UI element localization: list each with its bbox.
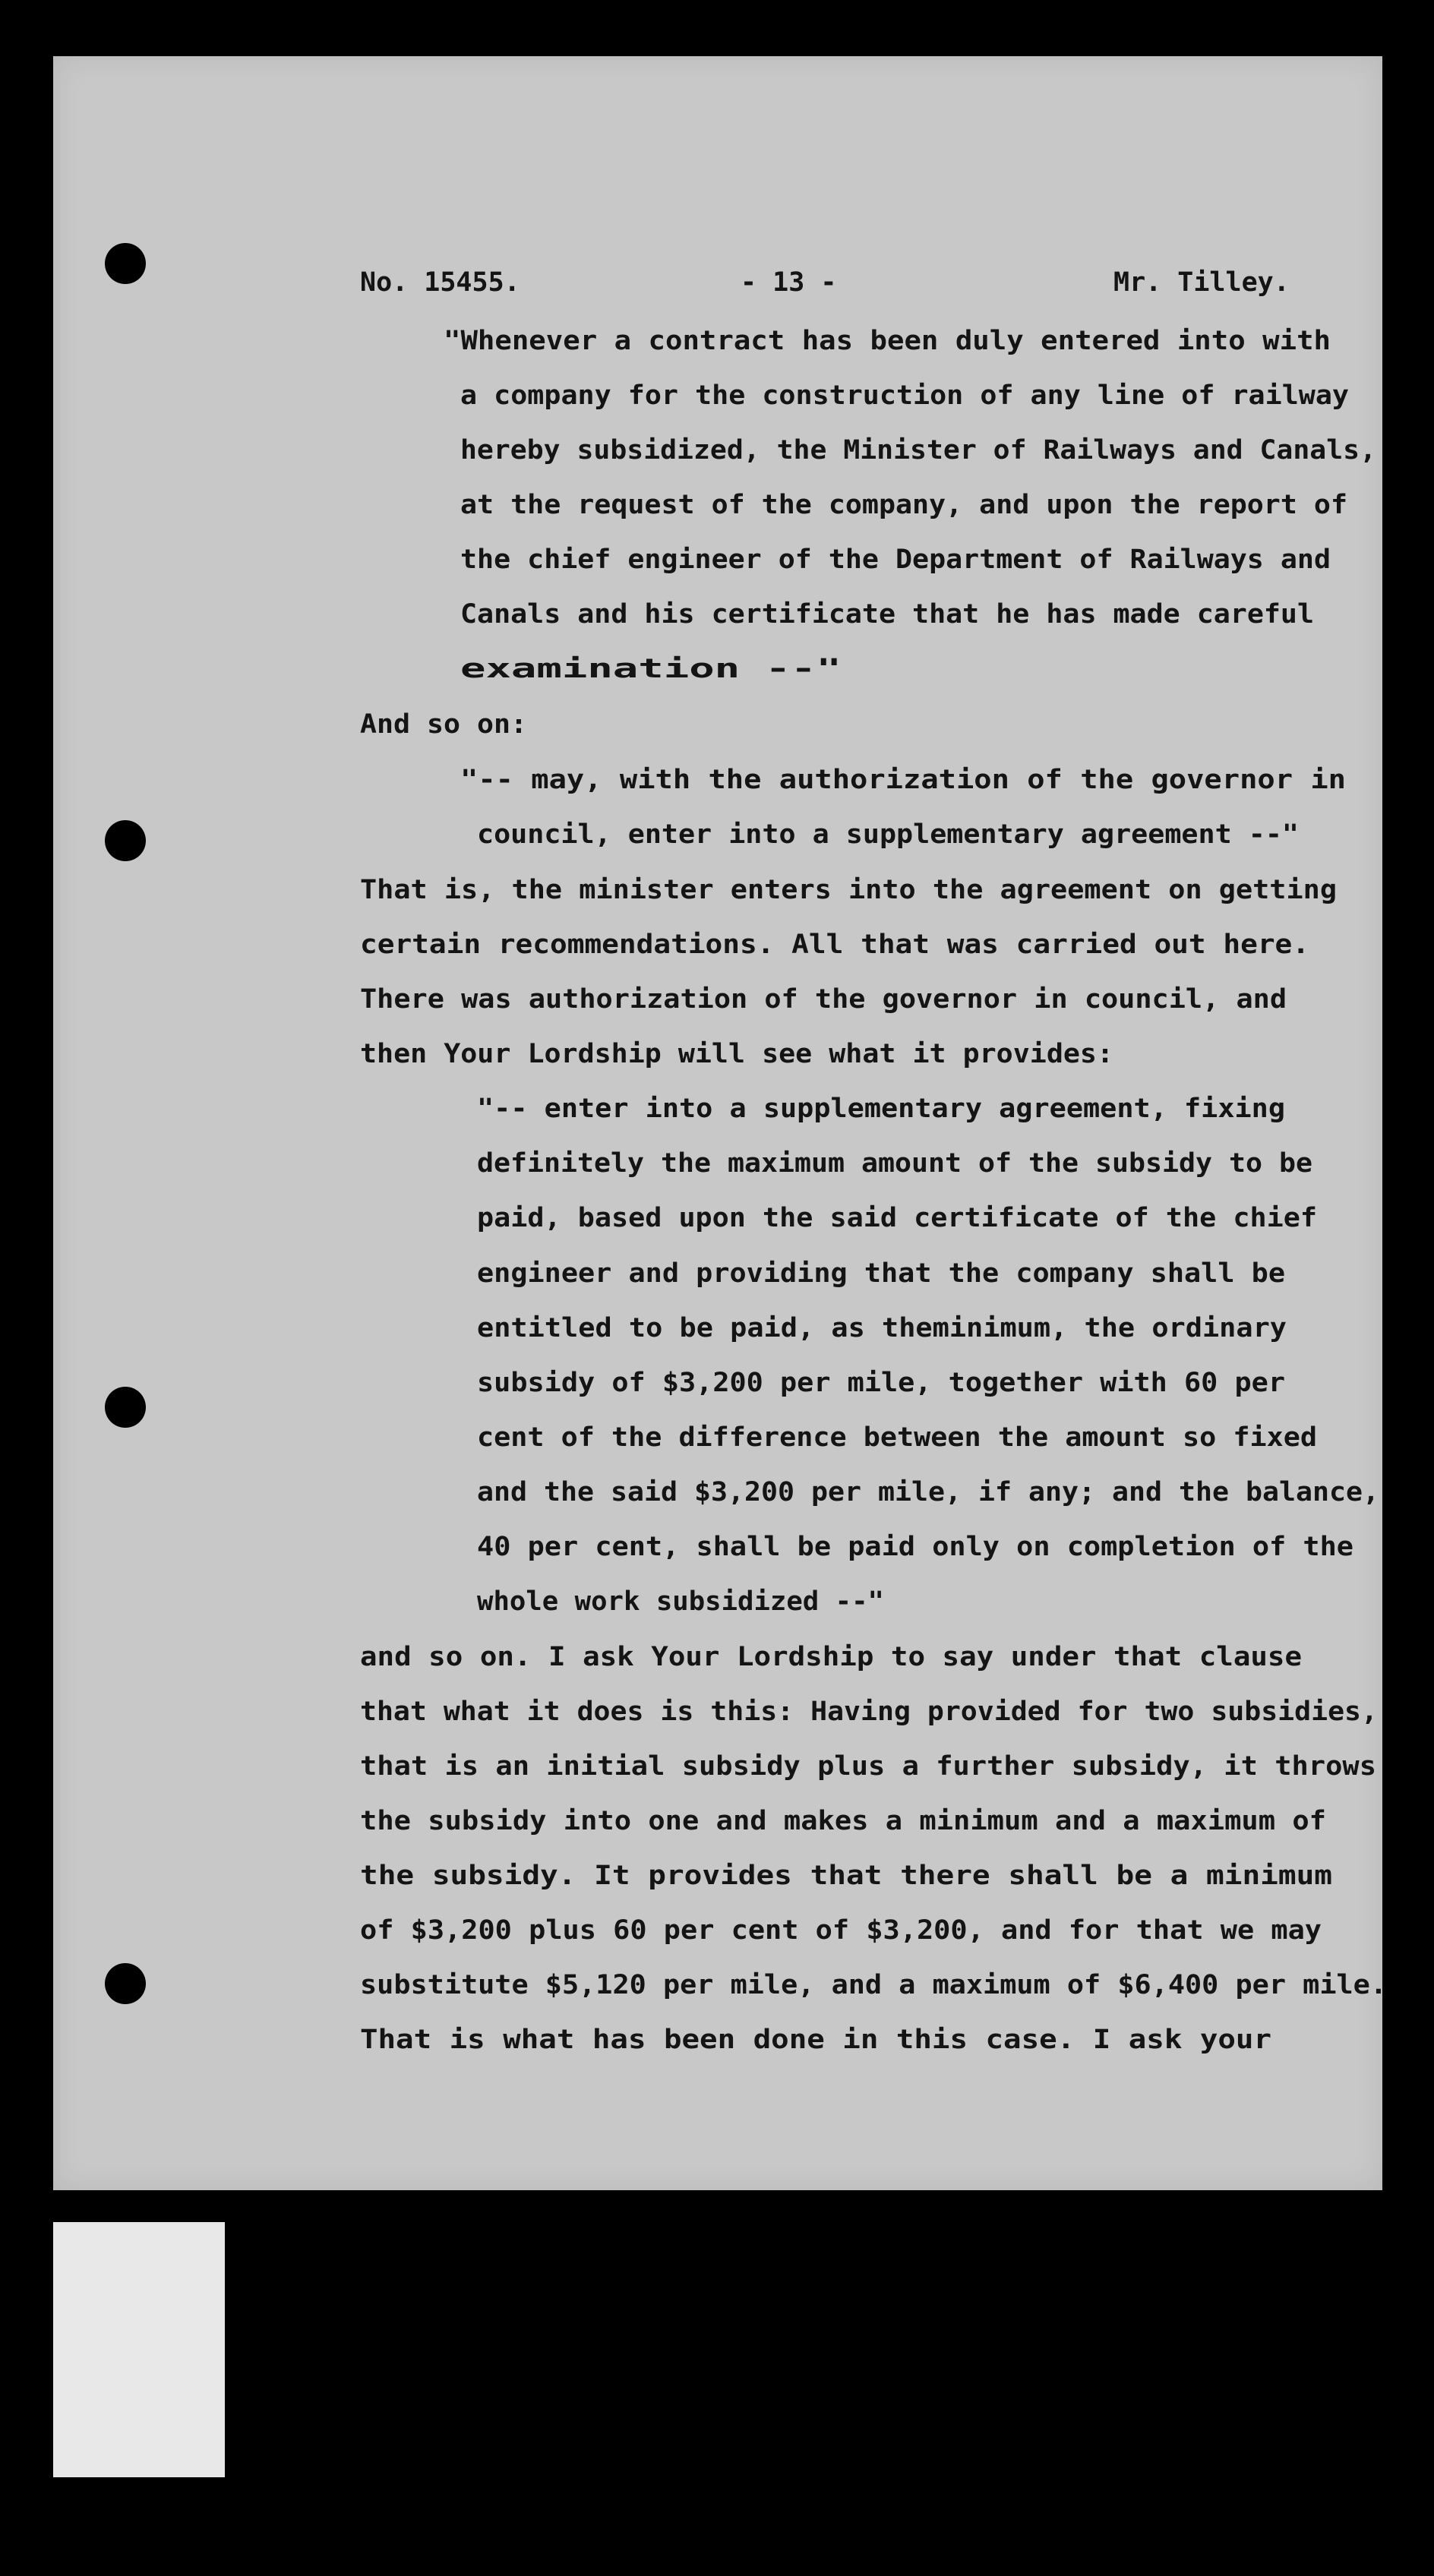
text-line: of $3,200 plus 60 per cent of $3,200, and for that we may <box>360 1915 1322 1946</box>
text-line: And so on: <box>360 709 527 740</box>
text-line: That is, the minister enters into the agreement on getting <box>360 875 1337 905</box>
punch-hole <box>105 1963 146 2004</box>
text-line: the subsidy into one and makes a minimum and a maximum of <box>360 1806 1326 1836</box>
text-line: examination --" <box>460 654 842 684</box>
text-line: subsidy of $3,200 per mile, together with 60 per <box>477 1368 1285 1398</box>
text-line: engineer and providing that the company shall be <box>477 1258 1285 1289</box>
text-line: and the said $3,200 per mile, if any; and the balance, <box>477 1477 1379 1507</box>
paper-slip <box>53 2222 225 2477</box>
text-line: Canals and his certificate that he has made careful <box>460 599 1314 630</box>
text-line: "-- enter into a supplementary agreement, fixing <box>477 1094 1285 1124</box>
text-line: a company for the construction of any line of railway <box>460 380 1349 411</box>
text-line: at the request of the company, and upon the report of <box>460 490 1347 520</box>
text-line: hereby subsidized, the Minister of Railways and Canals, <box>460 435 1377 466</box>
text-line: entitled to be paid, as theminimum, the ordinary <box>477 1313 1287 1343</box>
speaker-name: Mr. Tilley. <box>1113 267 1290 298</box>
text-line: the chief engineer of the Department of Railways and <box>460 545 1331 575</box>
text-line: There was authorization of the governor in council, and <box>360 984 1287 1015</box>
punch-hole <box>105 243 146 284</box>
text-line: certain recommendations. All that was carried out here. <box>360 930 1310 960</box>
punch-hole <box>105 820 146 861</box>
text-line: substitute $5,120 per mile, and a maximum of $6,400 per mile. <box>360 1970 1387 2000</box>
text-line: and so on. I ask Your Lordship to say under that clause <box>360 1642 1302 1672</box>
text-line: "-- may, with the authorization of the governor in <box>460 765 1346 795</box>
document-number: No. 15455. <box>360 267 520 298</box>
text-line: 40 per cent, shall be paid only on completion of the <box>477 1532 1353 1562</box>
text-line: cent of the difference between the amount so fixed <box>477 1422 1317 1453</box>
text-line: that what it does is this: Having provided for two subsidies, <box>360 1697 1378 1727</box>
text-line: That is what has been done in this case. I ask your <box>360 2025 1271 2055</box>
text-line: paid, based upon the said certificate of the chief <box>477 1203 1317 1233</box>
text-line: council, enter into a supplementary agreement --" <box>477 819 1299 850</box>
text-line: whole work subsidized --" <box>477 1586 884 1617</box>
text-line: the subsidy. It provides that there shall be a minimum <box>360 1861 1332 1891</box>
page-number: - 13 - <box>741 267 837 298</box>
text-line: definitely the maximum amount of the subsidy to be <box>477 1148 1312 1179</box>
text-line: "Whenever a contract has been duly entered into with <box>444 326 1331 356</box>
punch-hole <box>105 1387 146 1428</box>
text-line: that is an initial subsidy plus a further subsidy, it throws <box>360 1751 1376 1782</box>
text-line: then Your Lordship will see what it provides: <box>360 1039 1113 1069</box>
